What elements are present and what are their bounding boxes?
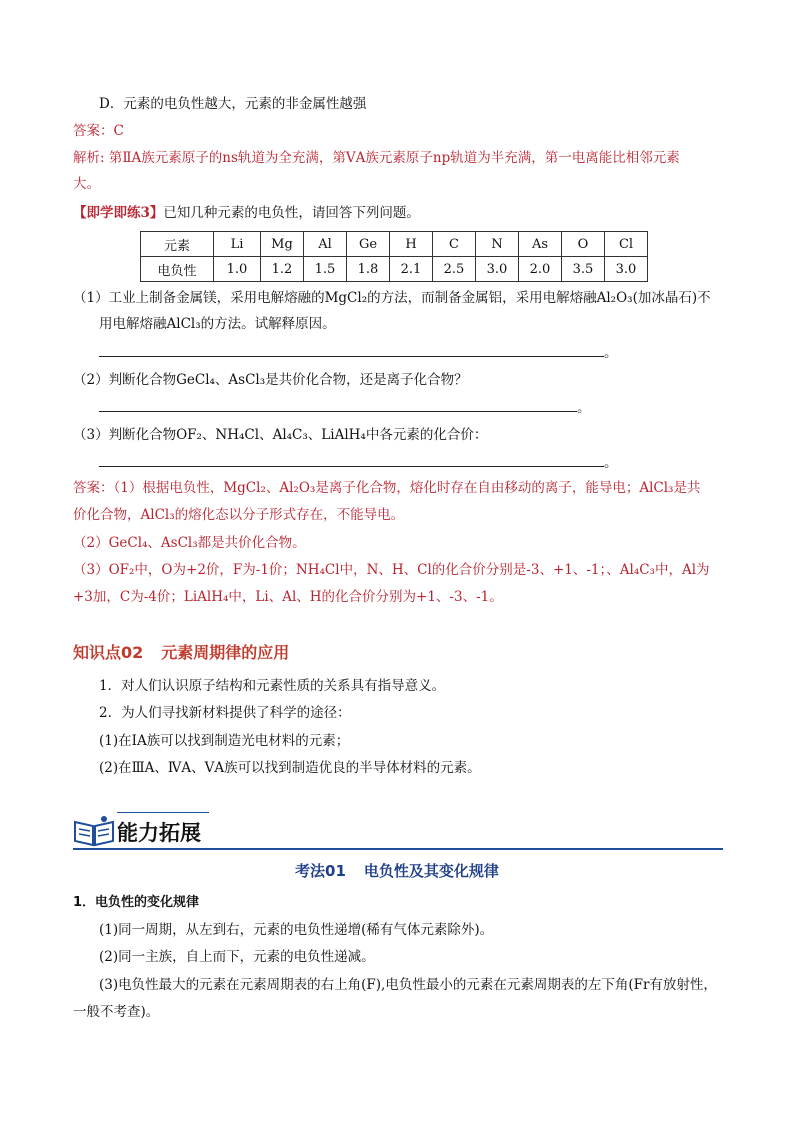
method-label: 考法01 [295,862,346,880]
analysis-1-line-2: 大。 [73,176,100,192]
rule-2: (2)同一主族，自上而下，元素的电负性递减。 [99,949,375,965]
kp-item-1: 1．对人们认识原子结构和元素性质的关系具有指导意义。 [99,678,446,694]
rule-3-line-2: 一般不考查)。 [73,1004,160,1020]
section-1-title: 1．电负性的变化规律 [73,895,200,910]
table-cell: 2.1 [390,257,433,282]
answer-3-line-2: 价化合物，AlCl₃的熔化态以分子形式存在，不能导电。 [73,507,405,523]
practice-text: 已知几种元素的电负性，请回答下列问题。 [163,205,420,221]
question-1-line-1: （1）工业上制备金属镁，采用电解熔融的MgCl₂的方法，而制备金属铝，采用电解熔融Al₂O₃(加冰晶石)不 [73,290,711,306]
book-icon [73,814,115,848]
practice-heading [73,203,420,223]
banner-bottom-rule [73,848,723,850]
table-cell: As [519,232,562,257]
question-3: （3）判断化合物OF₂、NH₄Cl、Al₄C₃、LiAlH₄中各元素的化合价： [73,427,488,443]
answer-blank-3[interactable]: 。 [99,452,618,473]
table-row-elements [141,232,648,257]
banner-top-rule [117,812,209,813]
practice-label: 【即学即练3】 [73,205,164,221]
kp-item-3: (1)在ⅠA族可以找到制造光电材料的元素； [99,733,350,749]
option-d: D．元素的电负性越大，元素的非金属性越强 [99,96,367,112]
table-cell: 1.2 [261,257,304,282]
answer-3-line-3: （2）GeCl₄、AsCl₃都是共价化合物。 [73,535,306,551]
table-cell: Cl [605,232,648,257]
electronegativity-table [140,231,648,282]
table-row-values [141,257,648,282]
table-cell: N [476,232,519,257]
question-1-line-2: 用电解熔融AlCl₃的方法。试解释原因。 [99,316,336,332]
analysis-1-line-1: 解析: 第ⅡA族元素原子的ns轨道为全充满，第ⅤA族元素原子np轨道为半充满，第一电离能比相邻元素 [73,150,680,166]
table-cell: O [562,232,605,257]
method-heading [0,860,794,881]
table-header-element: 元素 [141,232,214,257]
knowledge-point-heading [73,640,289,663]
table-cell: 3.5 [562,257,605,282]
table-cell: Al [304,232,347,257]
table-cell: Mg [261,232,304,257]
table-cell: 3.0 [476,257,519,282]
table-cell: Ge [347,232,390,257]
table-cell: H [390,232,433,257]
kp-item-2: 2．为人们寻找新材料提供了科学的途径： [99,705,351,721]
answer-blank-1[interactable]: 。 [99,342,618,363]
table-cell: 1.0 [214,257,261,282]
ability-title: 能力拓展 [117,821,201,845]
knowledge-point-label: 知识点02 [73,643,144,662]
table-cell: C [433,232,476,257]
table-cell: 2.0 [519,257,562,282]
answer-1: 答案：C [73,123,124,139]
ability-banner [73,810,723,850]
table-cell: 1.5 [304,257,347,282]
table-cell: Li [214,232,261,257]
answer-3-line-4: （3）OF₂中，O为+2价，F为-1价；NH₄Cl中，N、H、Cl的化合价分别是-3、+1、-1；、Al₄C₃中，Al为 [73,562,710,578]
rule-1: (1)同一周期，从左到右，元素的电负性递增(稀有气体元素除外)。 [99,922,494,938]
rule-3-line-1: (3)电负性最大的元素在元素周期表的右上角(F),电负性最小的元素在元素周期表的左下角(Fr有放射性， [99,977,717,993]
answer-3-line-5: +3加，C为-4价；LiAlH₄中，Li、Al、H的化合价分别为+1、-3、-1。 [73,589,503,605]
answer-3-line-1: 答案：（1）根据电负性，MgCl₂、Al₂O₃是离子化合物，熔化时存在自由移动的离子，能导电；AlCl₃是共 [73,480,701,496]
method-title: 电负性及其变化规律 [363,862,499,880]
question-2: （2）判断化合物GeCl₄、AsCl₃是共价化合物，还是离子化合物？ [73,372,468,388]
table-cell: 1.8 [347,257,390,282]
table-cell: 2.5 [433,257,476,282]
knowledge-point-title: 元素周期律的应用 [161,643,290,662]
kp-item-4: (2)在ⅢA、ⅣA、ⅤA族可以找到制造优良的半导体材料的元素。 [99,760,481,776]
table-cell: 3.0 [605,257,648,282]
table-header-electronegativity: 电负性 [141,257,214,282]
answer-blank-2[interactable]: 。 [99,397,591,418]
